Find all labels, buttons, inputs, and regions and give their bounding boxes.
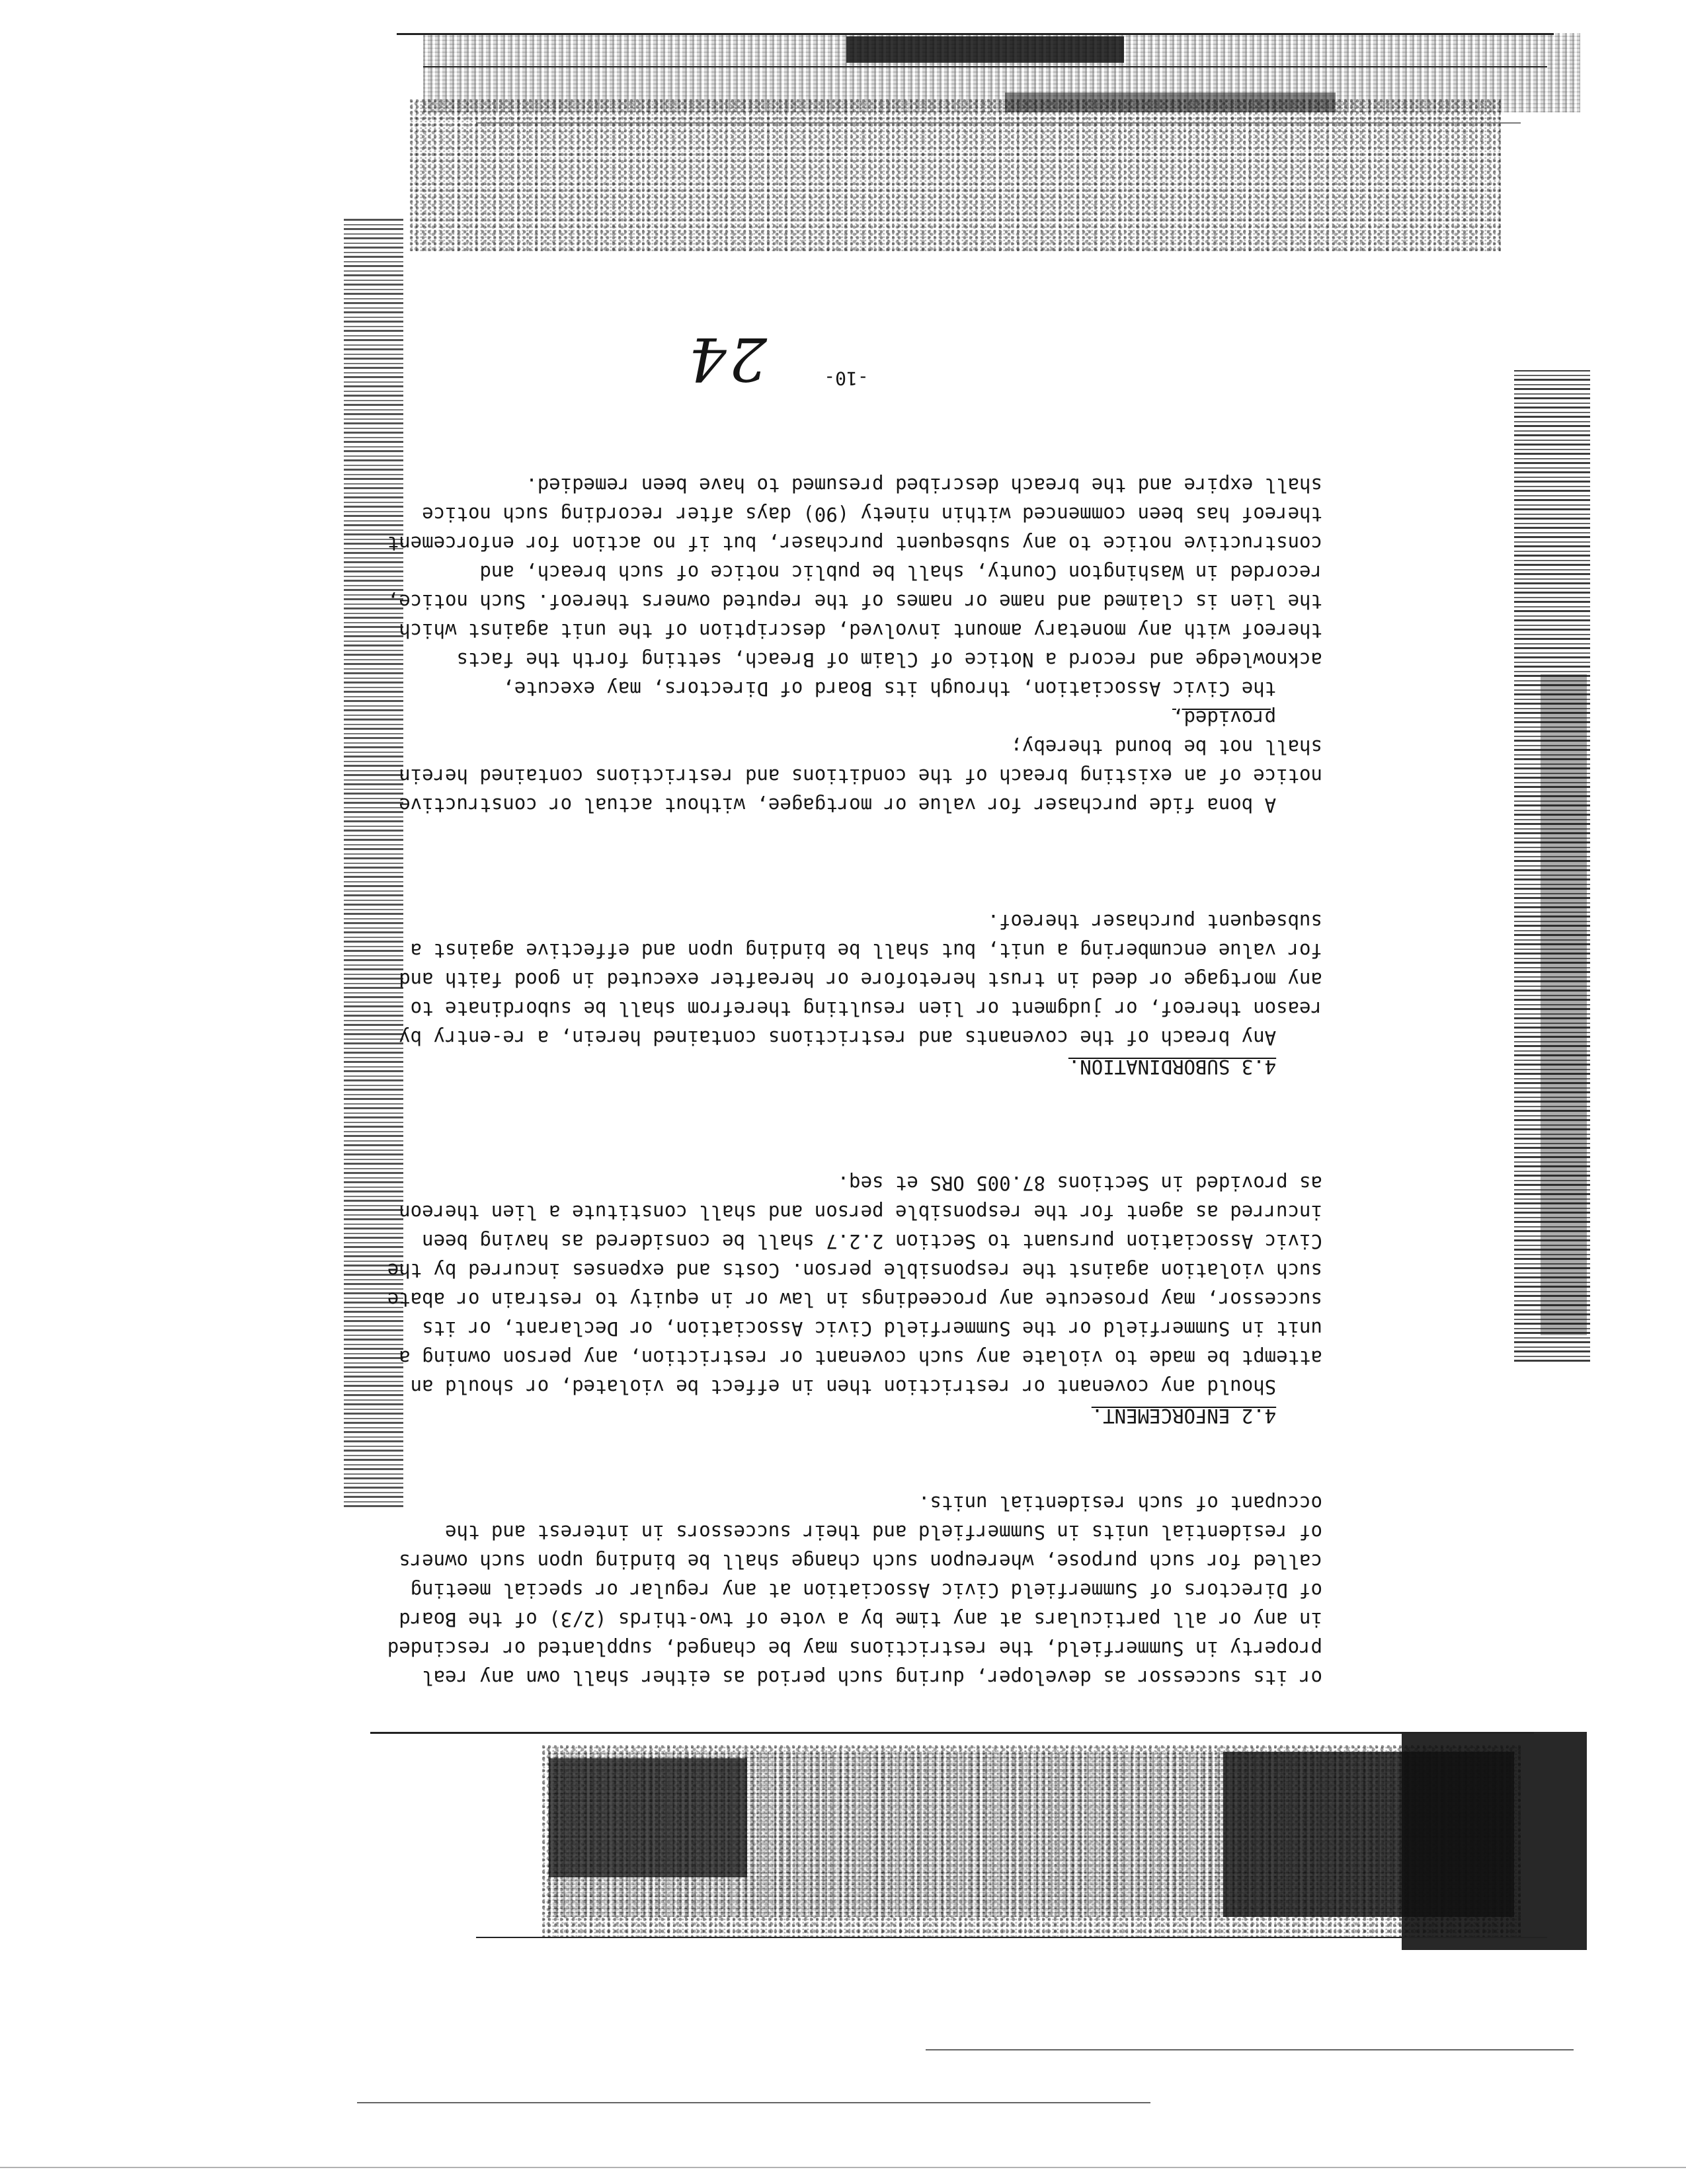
document-page: [370, 317, 1322, 1692]
scanner-line: [423, 66, 1547, 67]
page-number: -10-: [824, 368, 869, 389]
paragraph-continuation: or its successor as developer, during such period as either shall own any real property in Summerfield, the restrictions may be changed, supplanted or rescinded in any or all particulars at any time by a vote of two-thirds (2/3) of the Board of Directors of Summerfield Civic Association at any regular or special meeting called for such purpose, whereupon such change shall be binding upon such owners of residential units in Summerfield and their successors in interest and the occupant of such residential units.: [376, 1492, 1322, 1689]
scanner-line: [926, 2049, 1574, 2050]
paragraph-bona-fide-purchaser: [370, 442, 1322, 849]
section-body-enforcement: Should any covenant or restriction then in effect be violated, or should an attempt be made to violate any such covenant or restriction, any person owning a unit in Summerfield or the Summerfield Civic Association, or Declarant, or its successor, may prosecute any proceedings in law or in equity to restrain or abate such violation against the responsible person. Costs and expenses incurred by the Civic Association pursuant to Section 2.2.7 shall be considered as having been incurred as agent for the responsible person and shall constitute a lien thereon as provided in Sections 87.005 ORS et seq.: [376, 1172, 1322, 1398]
purchaser-text-after: the Civic Association, through its Board of Directors, may execute, acknowledge and record a Notice of Claim of Breach, setting forth the facts thereof with any monetary amount involved, description of the unit against which the lien is claimed and name or names of the reputed owners thereof. Such notice, recorded in Washington County, shall be public notice of such breach, and constructive notice to any subsequent purchaser, but if no action for enforcement thereof has been commenced within ninety (90) days after recording such notice shall expire and the breach described presumed to have been remedied.: [376, 474, 1322, 700]
scanner-line: [357, 2102, 1150, 2103]
purchaser-emphasis: provided,: [1172, 707, 1277, 729]
section-4-2: [370, 1140, 1322, 1460]
scanner-line: [370, 1732, 1534, 1734]
scanner-line: [397, 33, 1554, 35]
scanner-edge-right-block: [1541, 674, 1587, 1335]
handwritten-page-number: 24: [686, 324, 767, 393]
scanner-blot-top-2: [1005, 93, 1336, 112]
section-body-subordination: Any breach of the covenants and restrictions contained herein, a re-entry by reason thereof, or judgment or lien resulting therefrom shall be subordinate to any mortgage or deed in trust heretofore or hereafter executed in good faith and for value encumbering a unit, but shall be binding upon and effective against a subsequent purchaser thereof.: [387, 910, 1322, 1049]
scanner-line: [0, 2167, 1686, 2168]
scanner-blot-bottom-3: [1402, 1732, 1587, 1950]
scanner-blot-bottom: [549, 1758, 747, 1877]
section-4-3: [370, 878, 1322, 1111]
scanner-line: [476, 122, 1521, 124]
purchaser-text-before: A bona fide purchaser for value or mortgagee, without actual or constructive notice of an existing breach of the conditions and restrictions contained herein shall not be bound thereby;: [387, 736, 1322, 816]
section-title-subordination: 4.3 SUBORDINATION.: [1068, 1056, 1277, 1078]
section-title-enforcement: 4.2 ENFORCEMENT.: [1091, 1405, 1277, 1427]
scanner-line: [476, 1937, 1547, 1938]
scanner-blot-top: [846, 36, 1124, 63]
